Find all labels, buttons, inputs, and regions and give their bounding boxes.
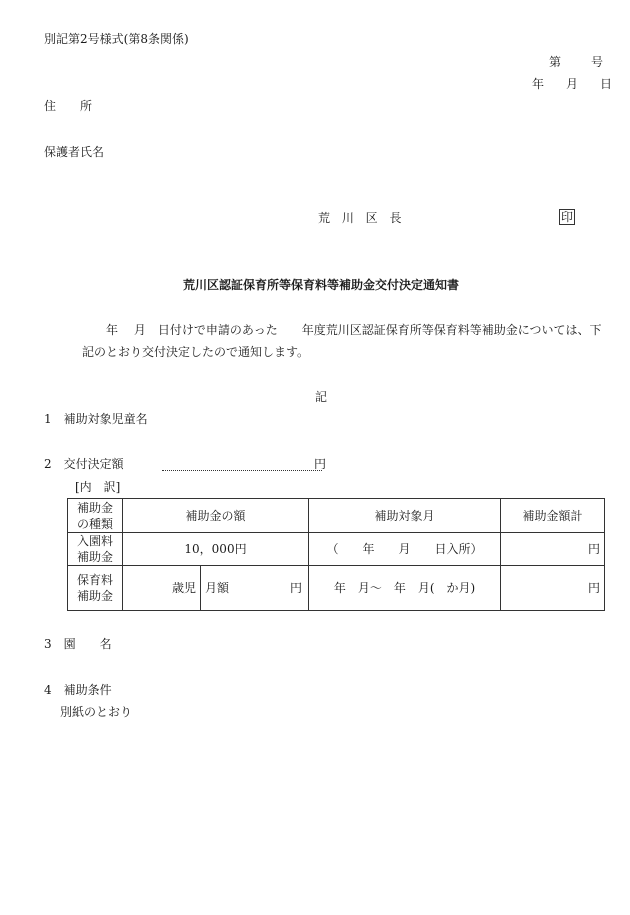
seal-mark: 印: [561, 210, 574, 224]
header-target-month: 補助対象月: [309, 499, 501, 533]
ki-label: 記: [315, 390, 328, 404]
row-childcare-type: 保育料補助金: [68, 566, 123, 611]
item-4-detail: 別紙のとおり: [60, 705, 133, 719]
item-4-conditions: 4 補助条件: [44, 683, 112, 697]
header-grant-type: 補助金の種類: [68, 499, 123, 533]
breakdown-table: [67, 498, 605, 611]
address-label: 住 所: [44, 99, 93, 113]
document-title: 荒川区認証保育所等保育料等補助金交付決定通知書: [183, 278, 460, 292]
guardian-name-label: 保護者氏名: [44, 145, 105, 159]
row-admission-amount: 10，000円: [123, 533, 309, 566]
row-admission-type: 入園料補助金: [68, 533, 123, 566]
amount-unit: 円: [314, 457, 327, 471]
breakdown-label: [内 訳]: [75, 480, 121, 494]
body-text-line2: 記のとおり交付決定したので通知します。: [82, 345, 310, 359]
document-number-line: 第 号: [549, 55, 606, 69]
row-childcare-monthly: [201, 566, 309, 611]
row-childcare-total: 円: [501, 566, 605, 611]
item-2-grant-amount: 2 交付決定額: [44, 457, 124, 471]
issuer-title: 荒 川 区 長: [318, 211, 406, 225]
item-1-child-name: 1 補助対象児童名: [44, 412, 148, 426]
header-total: 補助金額計: [501, 499, 605, 533]
body-text-line1: 年 月 日付けで申請のあった 年度荒川区認証保育所等保育料等補助金については、下: [106, 323, 602, 337]
table-header-row: [68, 499, 605, 533]
row-admission-total: 円: [501, 533, 605, 566]
row-childcare-age: 歳児: [123, 566, 201, 611]
header-grant-amount: 補助金の額: [123, 499, 309, 533]
monthly-label: 月額: [205, 581, 230, 595]
table-row: [68, 566, 605, 611]
amount-dotted-line: [162, 470, 322, 471]
item-3-facility-name: 3 園 名: [44, 637, 112, 651]
table-row: [68, 533, 605, 566]
monthly-unit: 円: [290, 581, 303, 595]
row-childcare-month: 年 月～ 年 月( か月): [309, 566, 501, 611]
row-admission-month: （ 年 月 日入所）: [309, 533, 501, 566]
form-number: 別記第2号様式(第8条関係): [44, 32, 189, 46]
date-line: 年 月 日: [532, 77, 618, 91]
